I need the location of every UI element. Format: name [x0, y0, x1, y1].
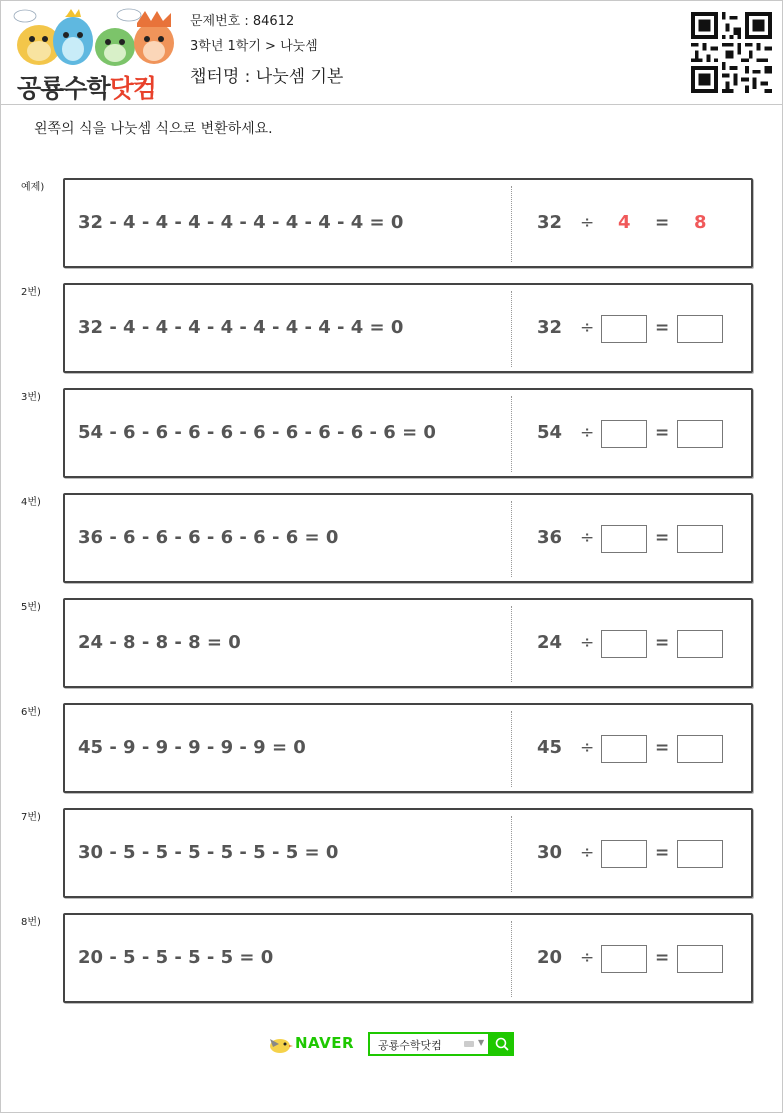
- problem-box: [63, 178, 753, 268]
- subtraction-expression: 20 - 5 - 5 - 5 - 5 = 0: [78, 947, 274, 968]
- problem-7: [1, 808, 783, 900]
- divider: [511, 291, 512, 367]
- divisor-answer-box[interactable]: [601, 315, 647, 343]
- equals-sign: =: [655, 948, 670, 968]
- problem-box: [63, 283, 753, 373]
- division-sign: ÷: [580, 738, 595, 758]
- logo-wordmark: [17, 69, 156, 105]
- breadcrumb: 3학년 1학기 > 나눗셈: [190, 39, 318, 54]
- problem-label: 3번): [21, 392, 41, 403]
- naver-bird-icon: [267, 1033, 293, 1055]
- problem-number: 문제번호 : 84612: [190, 14, 295, 29]
- division-sign: ÷: [580, 843, 595, 863]
- subtraction-expression: 30 - 5 - 5 - 5 - 5 - 5 - 5 = 0: [78, 842, 339, 863]
- quotient-answer-box[interactable]: [677, 630, 723, 658]
- problem-box: [63, 808, 753, 898]
- problem-label: 2번): [21, 287, 41, 298]
- equals-sign: =: [655, 633, 670, 653]
- logo-wordmark-accent: 닷컴: [109, 74, 156, 103]
- subtraction-expression: 24 - 8 - 8 - 8 = 0: [78, 632, 241, 653]
- dividend: 54: [537, 422, 563, 443]
- problem-3: [1, 388, 783, 480]
- problem-label: 예제): [21, 182, 45, 193]
- divisor-answer-box[interactable]: [601, 840, 647, 868]
- equals-sign: =: [655, 213, 670, 233]
- division-sign: ÷: [580, 423, 595, 443]
- dividend: 45: [537, 737, 563, 758]
- dividend: 20: [537, 947, 563, 968]
- quotient-answer: 8: [694, 212, 707, 233]
- search-button[interactable]: [490, 1032, 514, 1056]
- divider: [511, 921, 512, 997]
- divisor-answer-box[interactable]: [601, 420, 647, 448]
- equals-sign: =: [655, 318, 670, 338]
- problem-label: 7번): [21, 812, 41, 823]
- divisor-answer-box[interactable]: [601, 525, 647, 553]
- example-problem: [1, 178, 783, 270]
- problem-2: [1, 283, 783, 375]
- divider: [511, 396, 512, 472]
- logo-wordmark-main: 공룡수학: [17, 74, 110, 103]
- quotient-answer-box[interactable]: [677, 840, 723, 868]
- worksheet-meta: [190, 11, 343, 90]
- division-sign: ÷: [580, 318, 595, 338]
- quotient-answer-box[interactable]: [677, 420, 723, 448]
- divider: [511, 186, 512, 262]
- quotient-answer-box[interactable]: [677, 735, 723, 763]
- problem-label: 5번): [21, 602, 41, 613]
- dividend: 30: [537, 842, 563, 863]
- problem-box: [63, 493, 753, 583]
- division-sign: ÷: [580, 948, 595, 968]
- search-query: 공룡수학닷컴: [378, 1039, 442, 1052]
- subtraction-expression: 36 - 6 - 6 - 6 - 6 - 6 - 6 = 0: [78, 527, 339, 548]
- chapter-title: 챕터명 : 나눗셈 기본: [190, 67, 344, 87]
- dividend: 24: [537, 632, 563, 653]
- divisor-answer: 4: [618, 212, 631, 233]
- equals-sign: =: [655, 843, 670, 863]
- division-sign: ÷: [580, 633, 595, 653]
- divisor-answer-box[interactable]: [601, 630, 647, 658]
- problem-8: [1, 913, 783, 1005]
- divider: [511, 816, 512, 892]
- dividend: 32: [537, 212, 563, 233]
- divider: [511, 711, 512, 787]
- problem-4: [1, 493, 783, 585]
- keyboard-icon[interactable]: [464, 1041, 474, 1047]
- equals-sign: =: [655, 528, 670, 548]
- instruction-text: 왼쪽의 식을 나눗셈 식으로 변환하세요.: [34, 121, 273, 137]
- quotient-answer-box[interactable]: [677, 945, 723, 973]
- subtraction-expression: 32 - 4 - 4 - 4 - 4 - 4 - 4 - 4 - 4 = 0: [78, 317, 404, 338]
- subtraction-expression: 54 - 6 - 6 - 6 - 6 - 6 - 6 - 6 - 6 - 6 = 0: [78, 422, 436, 443]
- dividend: 32: [537, 317, 563, 338]
- naver-search-banner: [267, 1031, 517, 1057]
- divider: [511, 606, 512, 682]
- divider: [511, 501, 512, 577]
- problem-label: 6번): [21, 707, 41, 718]
- divisor-answer-box[interactable]: [601, 945, 647, 973]
- problem-box: [63, 388, 753, 478]
- equals-sign: =: [655, 423, 670, 443]
- dinosaur-mascots-icon: [11, 7, 177, 67]
- problem-box: [63, 913, 753, 1003]
- worksheet-header: [1, 1, 782, 105]
- dividend: 36: [537, 527, 563, 548]
- search-icon: [490, 1032, 514, 1056]
- site-logo[interactable]: [11, 7, 177, 103]
- divisor-answer-box[interactable]: [601, 735, 647, 763]
- problem-box: [63, 598, 753, 688]
- problem-6: [1, 703, 783, 795]
- equals-sign: =: [655, 738, 670, 758]
- search-input[interactable]: [368, 1032, 490, 1056]
- naver-logo[interactable]: NAVER: [295, 1034, 355, 1052]
- qr-code-icon[interactable]: [691, 12, 772, 93]
- problem-box: [63, 703, 753, 793]
- chevron-down-icon[interactable]: ▼: [478, 1038, 485, 1047]
- division-sign: ÷: [580, 528, 595, 548]
- subtraction-expression: 32 - 4 - 4 - 4 - 4 - 4 - 4 - 4 - 4 = 0: [78, 212, 404, 233]
- subtraction-expression: 45 - 9 - 9 - 9 - 9 - 9 = 0: [78, 737, 306, 758]
- problem-5: [1, 598, 783, 690]
- problem-label: 8번): [21, 917, 41, 928]
- quotient-answer-box[interactable]: [677, 315, 723, 343]
- division-sign: ÷: [580, 213, 595, 233]
- problem-label: 4번): [21, 497, 41, 508]
- quotient-answer-box[interactable]: [677, 525, 723, 553]
